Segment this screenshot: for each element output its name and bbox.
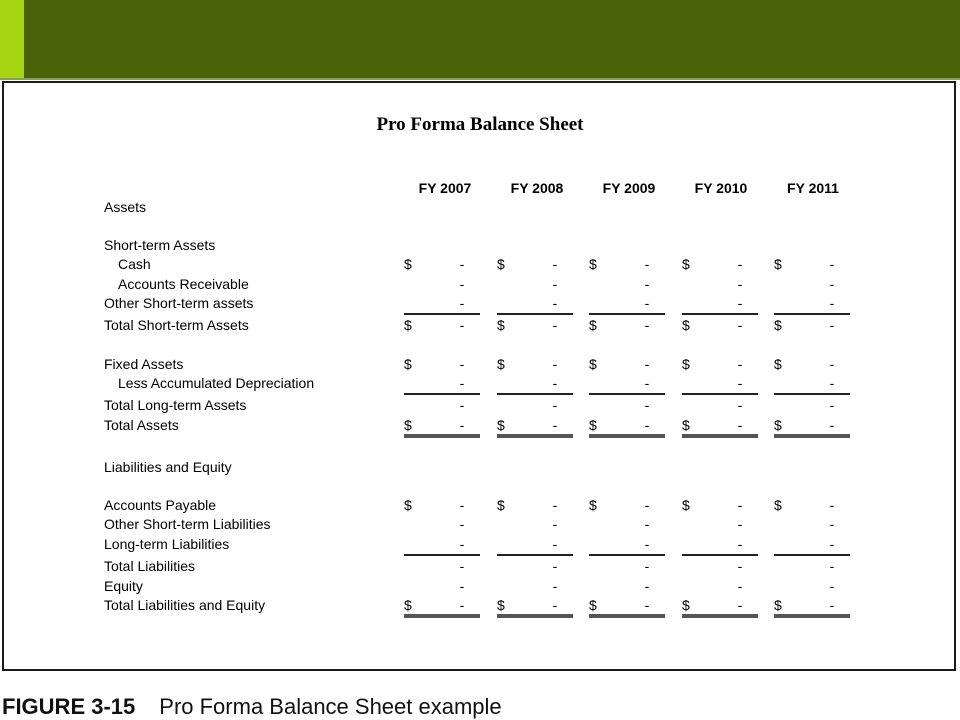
currency-symbol: $ <box>589 417 597 433</box>
subtotal-rule <box>404 313 480 315</box>
cell-value: - <box>552 317 558 333</box>
cell-value: - <box>459 417 465 433</box>
cell-value: - <box>459 536 465 552</box>
cell-value: - <box>459 516 465 532</box>
cell-value: - <box>737 536 743 552</box>
subtotal-rule <box>589 393 665 395</box>
cell-value: - <box>737 256 743 272</box>
cell-value: - <box>644 397 650 413</box>
cell-value: - <box>644 356 650 372</box>
cell-value: - <box>459 597 465 613</box>
currency-symbol: $ <box>774 497 782 513</box>
currency-symbol: $ <box>682 356 690 372</box>
total-double-rule <box>497 614 573 618</box>
total-double-rule <box>682 434 758 438</box>
total-double-rule <box>589 434 665 438</box>
cell-value: - <box>552 516 558 532</box>
sheet-title: Pro Forma Balance Sheet <box>376 114 584 135</box>
total-double-rule <box>682 614 758 618</box>
currency-symbol: $ <box>682 497 690 513</box>
subtotal-rule <box>682 313 758 315</box>
cell-value: - <box>644 256 650 272</box>
cell-value: - <box>644 276 650 292</box>
cell-value: - <box>459 497 465 513</box>
cell-value: - <box>459 558 465 574</box>
cell-value: - <box>737 597 743 613</box>
cell-value: - <box>459 295 465 311</box>
cell-value: - <box>737 356 743 372</box>
figure-caption <box>2 694 502 720</box>
subtotal-rule <box>682 393 758 395</box>
cell-value: - <box>552 497 558 513</box>
cell-value: - <box>552 276 558 292</box>
total-double-rule <box>774 614 850 618</box>
cell-value: - <box>552 417 558 433</box>
cell-value: - <box>737 317 743 333</box>
row-label: Cash <box>118 256 151 272</box>
cell-value: - <box>829 317 835 333</box>
year-header: FY 2011 <box>787 180 839 196</box>
currency-symbol: $ <box>404 317 412 333</box>
cell-value: - <box>644 317 650 333</box>
currency-symbol: $ <box>404 356 412 372</box>
cell-value: - <box>552 597 558 613</box>
subtotal-rule <box>497 393 573 395</box>
currency-symbol: $ <box>774 417 782 433</box>
cell-value: - <box>829 536 835 552</box>
row-label: Short-term Assets <box>104 237 216 253</box>
cell-value: - <box>737 295 743 311</box>
cell-value: - <box>552 397 558 413</box>
subtotal-rule <box>774 313 850 315</box>
year-header: FY 2009 <box>602 180 656 196</box>
total-double-rule <box>774 434 850 438</box>
row-label: Less Accumulated Depreciation <box>118 375 315 391</box>
currency-symbol: $ <box>589 597 597 613</box>
cell-value: - <box>459 397 465 413</box>
cell-value: - <box>459 276 465 292</box>
cell-value: - <box>829 597 835 613</box>
row-label: Long-term Liabilities <box>104 536 230 552</box>
currency-symbol: $ <box>589 356 597 372</box>
row-label: Fixed Assets <box>104 356 184 372</box>
currency-symbol: $ <box>404 597 412 613</box>
total-double-rule <box>404 434 480 438</box>
total-double-rule <box>404 614 480 618</box>
cell-value: - <box>644 497 650 513</box>
currency-symbol: $ <box>497 256 505 272</box>
year-header: FY 2007 <box>418 180 472 196</box>
row-label: Total Long-term Assets <box>104 397 247 413</box>
row-label: Total Liabilities <box>104 558 196 574</box>
cell-value: - <box>552 558 558 574</box>
cell-value: - <box>459 256 465 272</box>
cell-value: - <box>737 417 743 433</box>
cell-value: - <box>829 516 835 532</box>
currency-symbol: $ <box>497 497 505 513</box>
cell-value: - <box>829 497 835 513</box>
cell-value: - <box>829 276 835 292</box>
currency-symbol: $ <box>682 256 690 272</box>
currency-symbol: $ <box>774 597 782 613</box>
cell-value: - <box>552 536 558 552</box>
cell-value: - <box>644 536 650 552</box>
cell-value: - <box>644 558 650 574</box>
row-label: Total Short-term Assets <box>104 317 249 333</box>
row-label: Other Short-term assets <box>104 295 254 311</box>
cell-value: - <box>737 558 743 574</box>
currency-symbol: $ <box>589 256 597 272</box>
subtotal-rule <box>774 393 850 395</box>
cell-value: - <box>829 397 835 413</box>
row-label: Total Assets <box>104 417 179 433</box>
slide-header-divider <box>0 78 960 80</box>
currency-symbol: $ <box>682 417 690 433</box>
subtotal-rule <box>404 393 480 395</box>
row-label: Equity <box>104 578 143 594</box>
cell-value: - <box>552 295 558 311</box>
cell-value: - <box>552 375 558 391</box>
total-double-rule <box>589 614 665 618</box>
subtotal-rule <box>589 554 665 556</box>
currency-symbol: $ <box>682 597 690 613</box>
subtotal-rule <box>497 554 573 556</box>
currency-symbol: $ <box>774 317 782 333</box>
cell-value: - <box>829 417 835 433</box>
currency-symbol: $ <box>497 597 505 613</box>
currency-symbol: $ <box>589 497 597 513</box>
cell-value: - <box>459 317 465 333</box>
subtotal-rule <box>682 554 758 556</box>
cell-value: - <box>737 516 743 532</box>
cell-value: - <box>737 497 743 513</box>
cell-value: - <box>552 578 558 594</box>
cell-value: - <box>737 397 743 413</box>
cell-value: - <box>644 516 650 532</box>
subtotal-rule <box>404 554 480 556</box>
cell-value: - <box>552 256 558 272</box>
year-header: FY 2010 <box>694 180 748 196</box>
currency-symbol: $ <box>497 417 505 433</box>
cell-value: - <box>829 375 835 391</box>
cell-value: - <box>552 356 558 372</box>
currency-symbol: $ <box>497 356 505 372</box>
currency-symbol: $ <box>404 497 412 513</box>
slide-header-accent <box>0 0 24 78</box>
subtotal-rule <box>497 313 573 315</box>
cell-value: - <box>737 375 743 391</box>
cell-value: - <box>459 578 465 594</box>
year-header: FY 2008 <box>510 180 564 196</box>
cell-value: - <box>644 578 650 594</box>
currency-symbol: $ <box>774 256 782 272</box>
currency-symbol: $ <box>589 317 597 333</box>
figure-caption-text: Pro Forma Balance Sheet example <box>159 694 502 719</box>
currency-symbol: $ <box>497 317 505 333</box>
row-label: Accounts Receivable <box>118 276 249 292</box>
subtotal-rule <box>589 313 665 315</box>
cell-value: - <box>644 417 650 433</box>
currency-symbol: $ <box>404 256 412 272</box>
cell-value: - <box>829 256 835 272</box>
cell-value: - <box>829 295 835 311</box>
row-label: Total Liabilities and Equity <box>104 597 266 613</box>
total-double-rule <box>497 434 573 438</box>
currency-symbol: $ <box>682 317 690 333</box>
cell-value: - <box>737 276 743 292</box>
cell-value: - <box>829 578 835 594</box>
cell-value: - <box>644 597 650 613</box>
row-label: Other Short-term Liabilities <box>104 516 271 532</box>
cell-value: - <box>644 375 650 391</box>
row-label: Assets <box>104 199 147 215</box>
cell-value: - <box>459 356 465 372</box>
slide-header-bar <box>0 0 960 78</box>
cell-value: - <box>644 295 650 311</box>
cell-value: - <box>459 375 465 391</box>
figure-number: FIGURE 3-15 <box>2 694 136 719</box>
cell-value: - <box>829 356 835 372</box>
cell-value: - <box>737 578 743 594</box>
currency-symbol: $ <box>404 417 412 433</box>
subtotal-rule <box>774 554 850 556</box>
cell-value: - <box>829 558 835 574</box>
row-label: Liabilities and Equity <box>104 459 232 475</box>
row-label: Accounts Payable <box>104 497 217 513</box>
currency-symbol: $ <box>774 356 782 372</box>
